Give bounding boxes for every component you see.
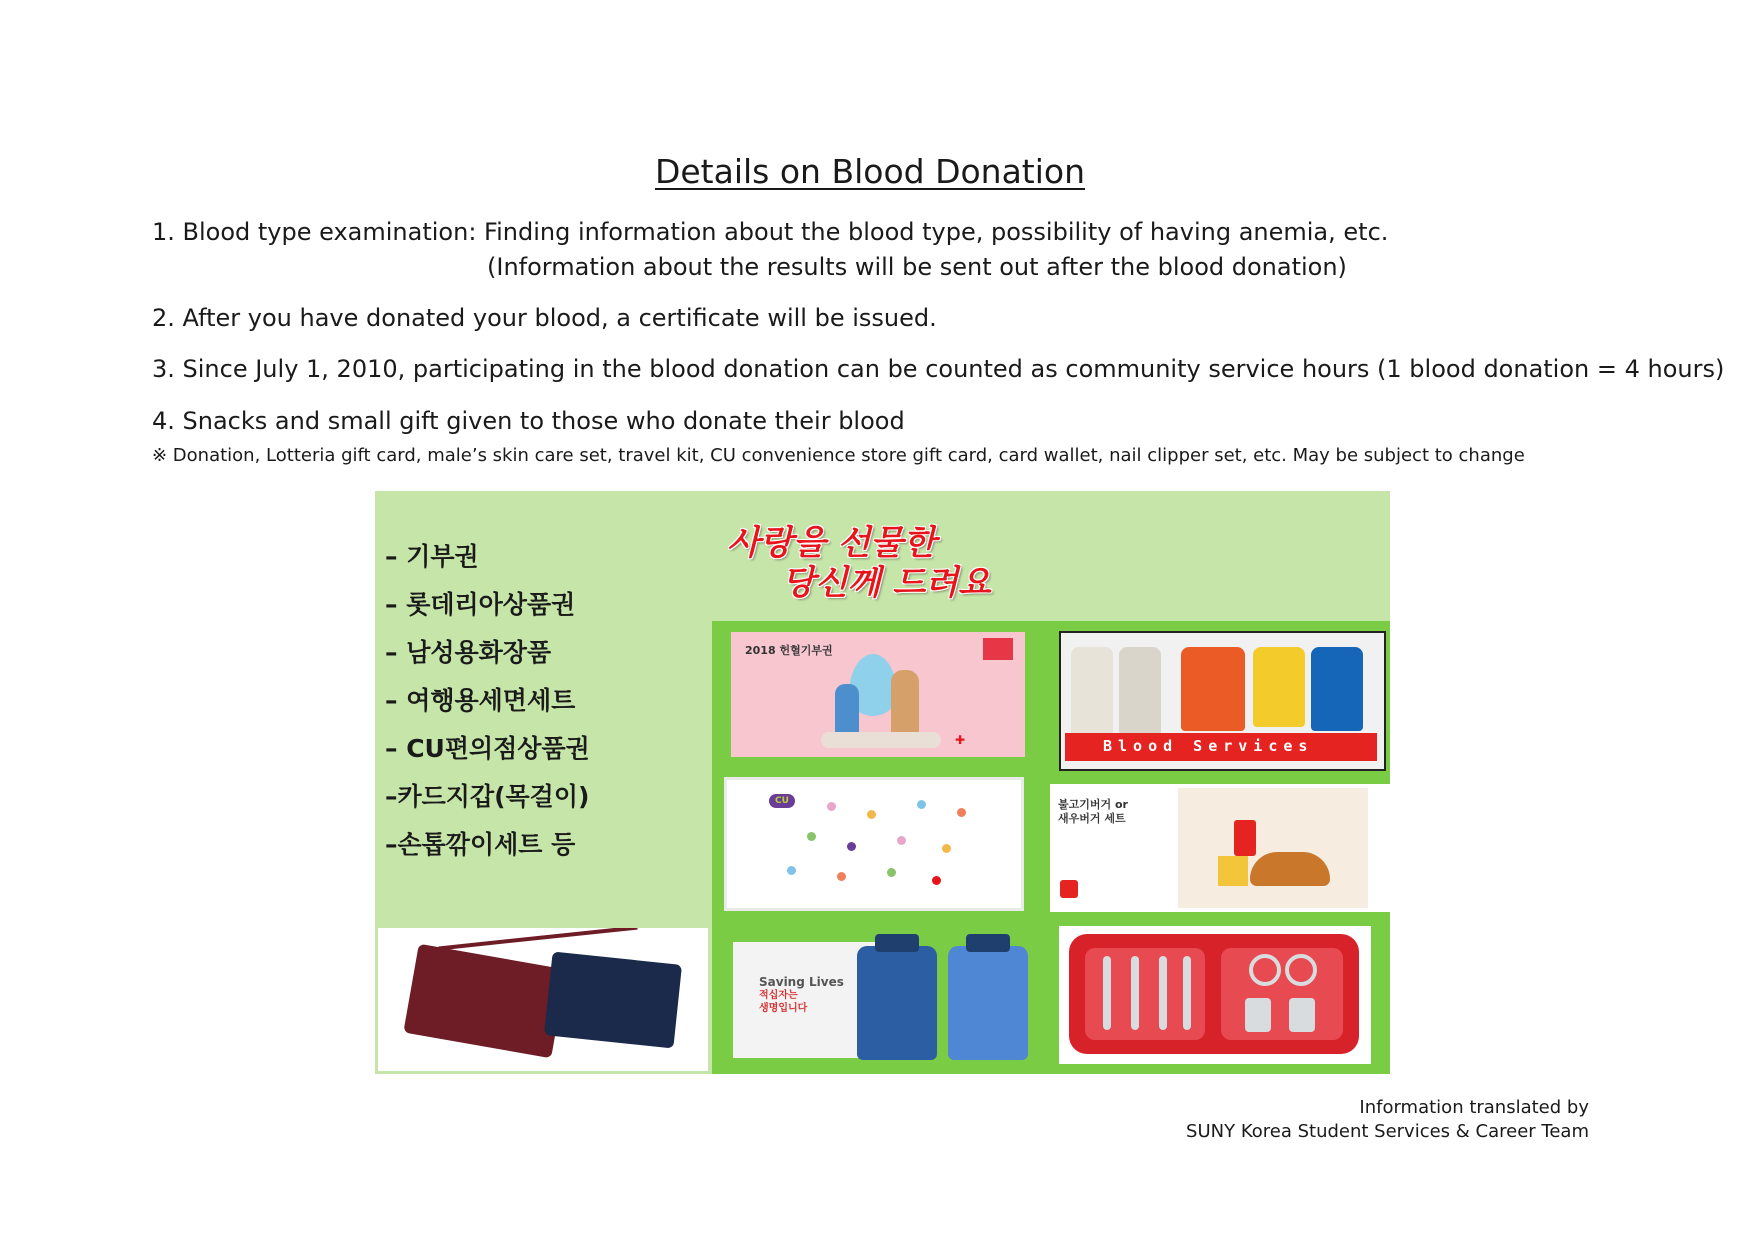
- skincare-bottle: [857, 946, 937, 1060]
- detail-item-1: 1. Blood type examination: Finding information about the blood type, possibility of having anemia, etc.: [152, 218, 1389, 246]
- detail-item-3: 3. Since July 1, 2010, participating in the blood donation can be counted as community service hours (1 blood donation = 4 hours): [152, 355, 1725, 383]
- credit-line-1: Information translated by: [1359, 1097, 1589, 1118]
- poster-headline: [727, 523, 991, 603]
- wallet-navy: [544, 951, 682, 1048]
- skincare-box-line3: 생명입니다: [759, 1003, 808, 1014]
- card-pattern-dot: [917, 800, 926, 809]
- poster-gift-item: – 롯데리아상품권: [385, 590, 576, 619]
- card-pattern-dot: [867, 810, 876, 819]
- adult-figure: [891, 670, 919, 738]
- poster-gift-item: – 남성용화장품: [385, 638, 552, 667]
- kit-band-label: Blood Services: [1103, 737, 1314, 755]
- kit-bottle: [1311, 647, 1363, 731]
- drink-cup-icon: [1234, 820, 1256, 856]
- gift-poster: [375, 491, 1390, 1074]
- nail-kit-right-tray: [1221, 948, 1343, 1040]
- poster-gift-item: – CU편의점상품권: [385, 734, 590, 763]
- kit-bottle: [1119, 647, 1161, 735]
- cu-gift-card-photo: [727, 780, 1021, 908]
- skincare-box-text: [759, 976, 844, 1015]
- nail-clipper-set-photo: [1059, 926, 1371, 1064]
- fries-icon: [1218, 856, 1248, 886]
- card-pattern-dot: [787, 866, 796, 875]
- card-wallet-photo: [378, 928, 708, 1071]
- card-pattern-dot: [827, 802, 836, 811]
- cloud-shape: [821, 732, 941, 748]
- poster-gift-item: – 여행용세면세트: [385, 686, 576, 715]
- skincare-box-line2: 적십자는: [759, 990, 798, 1001]
- lotteria-label-line1: 불고기버거 or: [1058, 798, 1128, 811]
- scissors-ring-icon: [1249, 954, 1281, 986]
- donation-card-badge: [983, 638, 1013, 660]
- credit-line-2: SUNY Korea Student Services & Career Team: [1186, 1121, 1589, 1142]
- card-pattern-dot: [837, 872, 846, 881]
- travel-kit-photo: [1059, 631, 1386, 771]
- wallet-burgundy: [403, 944, 566, 1059]
- clipper-icon: [1245, 998, 1271, 1032]
- cu-logo: CU: [769, 794, 795, 808]
- poster-headline-line2: 당신께 드려요: [782, 563, 991, 603]
- poster-gift-item: –카드지갑(목걸이): [385, 782, 590, 811]
- donation-card-year: 2018 헌혈기부권: [745, 644, 833, 657]
- kit-bottle: [1071, 647, 1113, 737]
- red-cross-icon: ✚: [955, 733, 966, 747]
- card-pattern-dot: [942, 844, 951, 853]
- skincare-bottle: [948, 946, 1028, 1060]
- detail-item-1-note: (Information about the results will be sent out after the blood donation): [487, 253, 1347, 281]
- lotteria-label-line2: 새우버거 세트: [1058, 812, 1126, 825]
- poster-gift-item: –손톱깎이세트 등: [385, 830, 576, 859]
- poster-headline-line1: 사랑을 선물한: [727, 523, 936, 563]
- lotteria-gift-card-photo: [1050, 784, 1390, 912]
- gift-footnote: ※ Donation, Lotteria gift card, male’s skin care set, travel kit, CU convenience store gift card, card wallet, nail clipper set, etc. May be subject to change: [152, 445, 1525, 466]
- nail-tool: [1131, 956, 1139, 1030]
- nail-tool: [1159, 956, 1167, 1030]
- poster-gift-item: – 기부권: [385, 542, 479, 571]
- skincare-bottle-cap: [875, 934, 919, 952]
- donation-card-photo: [731, 632, 1025, 757]
- card-pattern-dot: [932, 876, 941, 885]
- lotteria-logo-icon: [1060, 880, 1078, 898]
- card-pattern-dot: [847, 842, 856, 851]
- kit-bottle: [1181, 647, 1245, 731]
- wallet-strap: [438, 928, 637, 950]
- scissors-ring-icon: [1285, 954, 1317, 986]
- poster-gift-list: [385, 533, 590, 869]
- skincare-bottle-cap: [966, 934, 1010, 952]
- kit-bottle: [1253, 647, 1305, 727]
- detail-item-2: 2. After you have donated your blood, a certificate will be issued.: [152, 304, 937, 332]
- skin-care-set-photo: [733, 932, 1053, 1060]
- burger-icon: [1250, 852, 1330, 886]
- clipper-icon: [1289, 998, 1315, 1032]
- detail-item-4: 4. Snacks and small gift given to those who donate their blood: [152, 407, 905, 435]
- child-figure: [835, 684, 859, 734]
- page-title: Details on Blood Donation: [654, 152, 1086, 191]
- nail-tool: [1183, 956, 1191, 1030]
- nail-tool: [1103, 956, 1111, 1030]
- card-pattern-dot: [807, 832, 816, 841]
- card-pattern-dot: [957, 808, 966, 817]
- card-pattern-dot: [897, 836, 906, 845]
- skincare-box-line1: Saving Lives: [759, 975, 844, 989]
- lotteria-photo-panel: [1178, 788, 1368, 908]
- card-pattern-dot: [887, 868, 896, 877]
